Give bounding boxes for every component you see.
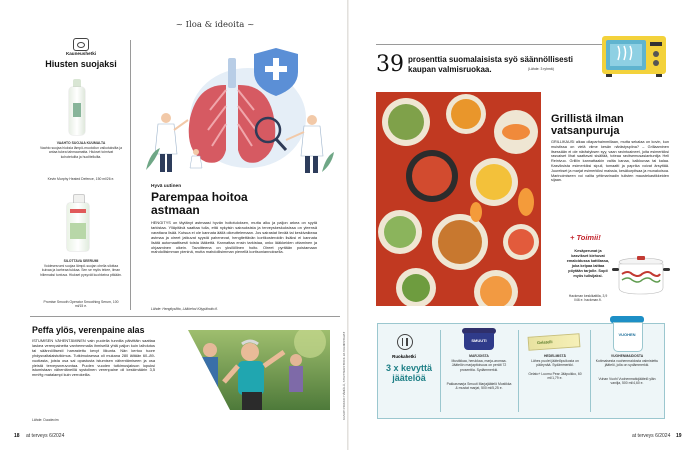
product2-price: Promise Smooth Operator Smoothing Serum, 100 ml/15 e.: [43, 300, 119, 309]
food-item2-body: Lähes puolet jäätelöpuikosta on päärynää. Sydämmerkki.: [531, 359, 579, 368]
food-item2-credit: Gelato+ Luomu Pear Jääpuikko, 60 ml/1,79 e.: [528, 372, 582, 381]
gelatelli-label: Gelatelli: [536, 339, 553, 346]
product1-body: Vaahto suojaa hiuksia lämpö-muotoilun vaikutuksilta ja antaa tukea tahmaamatta. Hiukset toimivat kohotetuilta ja huolitelluilta.: [40, 146, 122, 159]
smuuti-tub-image: [462, 328, 496, 350]
right-page-number: 19: [676, 433, 682, 439]
product1-name: VAAHTO SUOJAA KUUMALTA: [56, 141, 106, 145]
health-source: Lähde: Hengityslitto, Lääkehoi Käypähoito.fi.: [151, 307, 218, 311]
serum-bottle-image: [62, 194, 94, 254]
bp-body: ISTUMISEN VÄHENTÄMINEN vain puolella tunnilla päivittäin saattaa laskea verenpainetta vanhemmalla ihmisellä yhtä paljon kuin laihdutus tai säännöllisesti harrastettu kevyt liikunta. Nän kertoo tuore yhdysvaltalaistutkimus. Tutkimuksessa oli mukana 280 iältään 60–89-vuotiasta, joista osa sai opastusta istumisen vähentämiseen ja osa yleistä terveysneuvontaa. Puolen vuoden tutkimusjakson lopuksi istumistaan vähentäneillä systolinen verenpaine oli keskimäärin 3,5 mmHg matalampi kuin verrokeilla.: [32, 338, 155, 378]
product1-price: Kevin Murphy Heated Defence, 150 ml/26 e.: [47, 177, 115, 181]
grill-body: GRILLIKAUSI alkaa ollaparhaimmillaan, mutta sekalaa on kovin, kun muistissa on vielä viime kesän närästyspiina? – Grillaaminen itsessään ei ole närästyksen syy, vaan ravintoaineet, joita esimerkiksi rasvaiset lihat saattavat sisältää, toteaa ravitsemusasiantuntija Heli Reinivuo. Grilliin kannattaakin valita kanaa, kalkkunaa tai kalaa. Kasviksista esimerkiksi sipuli, tomaatti ja paprika voivat ärsyttää. Juurekset ja marjat esimerkiksi maissia, kesäkurpitsaa ja munakoisoa. Marinoimiseen voi valita yrttimarinadin tulisten maustekastikkeiden sijaan.: [551, 140, 669, 183]
product2-body: Voidesesrumi suojaa lämpö-suojan ohella silottaa kuivaa ja karheaa tukkaa. Sen se myös tekee, ilman hiilemaksi tuntuva. Hiukset pysyvät kuohkeina pitkään.: [40, 264, 122, 277]
microwave-image: [600, 32, 668, 78]
photo-credits-vertical: KUVAT PIRKKO HÄMÄLÄ, SHUTTERSTOCK JA VALMISTAJAT: [342, 331, 346, 420]
health-title: Parempaa hoitoa astmaan: [151, 190, 248, 217]
food-item1-credit: Pakkasmarja Smuuti Marjajäätelö Mustikka & mustat marjat, 500 ml/5,25 e.: [446, 382, 512, 391]
vuohen-label: VUOHEN: [618, 332, 636, 337]
section-header: ~ Iloa & ideoita ~: [175, 20, 255, 30]
food-item3-credit: Vuhan Vuohi Vuohenmaitojäätelö ylän vanilja, 500 ml/4,60 e.: [598, 377, 656, 386]
ice-cream-divider-2: [518, 330, 519, 412]
food-item1-body: Mustikkaa, herukkaa, marja-aromaa. Jäätelön marjapitoisuus on peräti 72 prosenttia. Sydämmerkki.: [451, 359, 507, 372]
lung-illustration: [136, 40, 336, 175]
tip-title: + Toimii!: [570, 233, 601, 242]
beauty-badge-icon: [73, 38, 89, 51]
ice-cream-divider-1: [440, 330, 441, 412]
left-magazine-name: at terveys 6/2024: [26, 433, 65, 439]
seniors-exercise-photo: [160, 330, 330, 410]
stat-number: 39: [376, 52, 404, 77]
food-kicker: Ruokahetki: [392, 354, 416, 359]
grill-title: Grillistä ilman vatsanpuruja: [551, 113, 624, 137]
smuuti-label: SMUUTI: [471, 338, 487, 343]
fork-knife-icon: [397, 334, 413, 350]
vuohen-tub-image: [610, 316, 644, 350]
food-item2-name: HEDELMISTÄ: [543, 354, 567, 358]
stat-source: (Lähde: 3 ryhmä): [528, 67, 554, 71]
tip-credit: Hackman keskikattila, 3,9 l/46 e. hackman.fi.: [568, 294, 608, 303]
tip-body: Kesäperunat ja kasvikset kiehuvat emaloidussa kattilassa, joka kelpaa laittaa pöytään tarjolle. Sopii myös tulisijaksi.: [566, 249, 610, 278]
page-gutter: [347, 0, 349, 450]
bp-title: Peffa ylös, verenpaine alas: [32, 325, 145, 335]
health-kicker: Hyvä uutinen: [151, 184, 182, 189]
beauty-title: Hiusten suojaksi: [45, 59, 117, 69]
doctors-examining-lungs-illustration: [136, 40, 336, 175]
health-body: HENGITYS on täytänyt astmaasi hyvän hoitotuloksen, mutta alku ja paljon arkea on syytä tarkistaa. Ylläpitävä saattaa tulla, että nykyisin sairauksista ja terveyskeskuksissa on yleensä varattava lisää. Kutsua ei ole kannata ääliä oikeuttelemaan. Jos sairastat lievää tai keskivaikeaa astmaa ja oireet jatkuvat syystä pahenevat, hengitettävän kortikosteroidin lisäksi ei kannata lisätä automaattisesti toista lääkettä. Kannattaa ensin tarkistaa, onko lääkkeiden ottaminen ja ohjaaminen oikein. Tavoitteena on yksilöllinen hoito. Oireet pyritään poistamaan mahdollisimman pieninä, mutta mahdollisimman pienellä kortisoniannoksella.: [151, 220, 317, 255]
bp-source: Lähde: Duodecim: [32, 418, 59, 422]
product2-name: SILOTTAVA SEERUMI: [63, 259, 99, 263]
food-item1-name: MARJOISTA: [469, 354, 489, 358]
section-divider-left: [30, 316, 340, 317]
right-magazine-name: at terveys 6/2024: [632, 433, 671, 439]
ice-cream-divider-3: [590, 330, 591, 412]
food-item3-body: Kotimaisesta vuohenmaidosta valmistettu jäätelö, jolla on sydämmerkki.: [595, 359, 659, 368]
column-divider: [130, 40, 131, 310]
ice-cream-box: [377, 323, 665, 419]
heat-foam-bottle-image: [66, 79, 88, 137]
gelatelli-bar-image: [528, 333, 581, 351]
beauty-kicker: Kauneushetki: [65, 51, 97, 56]
food-item3-name: VUOHENMAIDOSTA: [610, 354, 644, 358]
left-page-number: 18: [14, 433, 20, 439]
beauty-column: [34, 38, 128, 308]
stat-text: prosenttia suomalaisista syö säännöllisesti kaupan valmisruokaa.: [408, 55, 573, 74]
grill-food-photo: [376, 92, 541, 306]
enamel-pot-image: [610, 254, 672, 298]
food-title: 3 x kevyttä jäätelöä: [385, 363, 433, 383]
